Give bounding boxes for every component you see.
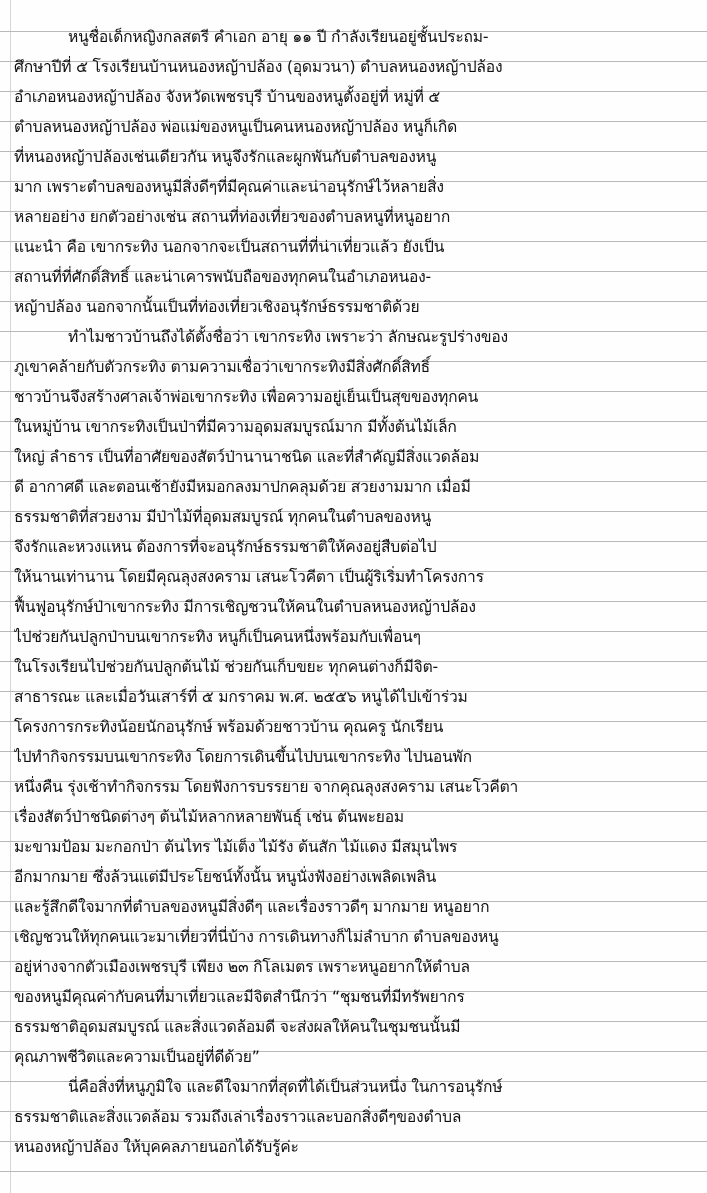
essay-line: และรู้สึกดีใจมากที่ตำบลของหนูมีสิ่งดีๆ และเรื่องราวดีๆ มากมาย หนูอยาก: [14, 898, 490, 916]
essay-line: ธรรมชาติที่สวยงาม มีป่าไม้ที่อุดมสมบูรณ์ ทุกคนในตำบลของหนู: [14, 508, 432, 526]
essay-line: ภูเขาคล้ายกับตัวกระทิง ตามความเชื่อว่าเขากระทิงมีสิ่งศักดิ์สิทธิ์: [14, 358, 430, 376]
essay-line: อำเภอหนองหญ้าปล้อง จังหวัดเพชรบุรี บ้านของหนูตั้งอยู่ที่ หมู่ที่ ๕: [14, 88, 441, 106]
essay-line: นี่คือสิ่งที่หนูภูมิใจ และดีใจมากที่สุดที่ได้เป็นส่วนหนึ่ง ในการอนุรักษ์: [68, 1078, 503, 1096]
essay-line: ไปทำกิจกรรมบนเขากระทิง โดยการเดินขึ้นไปบนเขากระทิง ไปนอนพัก: [14, 748, 472, 766]
essay-line: ธรรมชาติและสิ่งแวดล้อม รวมถึงเล่าเรื่องราวและบอกสิ่งดีๆของตำบล: [14, 1108, 462, 1126]
essay-line: ในโรงเรียนไปช่วยกันปลูกต้นไม้ ช่วยกันเก็บขยะ ทุกคนต่างก็มีจิต-: [14, 658, 438, 676]
margin-rule: [10, 0, 11, 1193]
essay-line: ธรรมชาติอุดมสมบูรณ์ และสิ่งแวดล้อมดี จะส่งผลให้คนในชุมชนนั้นมี: [14, 1018, 461, 1036]
essay-line: ใหญ่ ลำธาร เป็นที่อาศัยของสัตว์ป่านานาชนิด และที่สำคัญมีสิ่งแวดล้อม: [14, 448, 480, 466]
essay-line: ทำไมชาวบ้านถึงได้ตั้งชื่อว่า เขากระทิง เพราะว่า ลักษณะรูปร่างของ: [68, 328, 508, 346]
essay-line: คุณภาพชีวิตและความเป็นอยู่ที่ดีด้วย”: [14, 1048, 260, 1066]
essay-line: ไปช่วยกันปลูกป่าบนเขากระทิง หนูก็เป็นคนหนึ่งพร้อมกับเพื่อนๆ: [14, 628, 421, 646]
essay-line: จึงรักและหวงแหน ต้องการที่จะอนุรักษ์ธรรมชาติให้คงอยู่สืบต่อไป: [14, 538, 437, 556]
essay-line: ในหมู่บ้าน เขากระทิงเป็นป่าที่มีความอุดมสมบูรณ์มาก มีทั้งต้นไม้เล็ก: [14, 418, 457, 436]
essay-line: สถานที่ที่ศักดิ์สิทธิ์ และน่าเคารพนับถือของทุกคนในอำเภอหนอง-: [14, 268, 431, 286]
essay-line: ชาวบ้านจึงสร้างศาลเจ้าพ่อเขากระทิง เพื่อความอยู่เย็นเป็นสุขของทุกคน: [14, 388, 479, 406]
essay-line: หญ้าปล้อง นอกจากนั้นเป็นที่ท่องเที่ยวเชิงอนุรักษ์ธรรมชาติด้วย: [14, 298, 420, 316]
essay-line: ที่หนองหญ้าปล้องเช่นเดียวกัน หนูจึงรักและผูกพันกับตำบลของหนู: [14, 148, 437, 166]
essay-line: หนูชื่อเด็กหญิงกลสตรี คำเอก อายุ ๑๑ ปี กำลังเรียนอยู่ชั้นประถม-: [68, 28, 489, 46]
essay-line: มะขามป้อม มะกอกป่า ต้นไทร ไม้เต็ง ไม้รัง ต้นสัก ไม้แดง มีสมุนไพร: [14, 838, 458, 856]
essay-line: อีกมากมาย ซึ่งล้วนแต่มีประโยชน์ทั้งนั้น หนูนั่งฟังอย่างเพลิดเพลิน: [14, 868, 437, 886]
essay-line: มาก เพราะตำบลของหนูมีสิ่งดีๆที่มีคุณค่าและน่าอนุรักษ์ไว้หลายสิ่ง: [14, 178, 444, 196]
essay-line: อยู่ห่างจากตัวเมืองเพชรบุรี เพียง ๒๓ กิโลเมตร เพราะหนูอยากให้ตำบล: [14, 958, 470, 976]
essay-line: ตำบลหนองหญ้าปล้อง พ่อแม่ของหนูเป็นคนหนองหญ้าปล้อง หนูก็เกิด: [14, 118, 458, 136]
essay-line: ดี อากาศดี และตอนเช้ายังมีหมอกลงมาปกคลุมด้วย สวยงามมาก เมื่อมี: [14, 478, 471, 496]
essay-line: เชิญชวนให้ทุกคนแวะมาเที่ยวที่นี่บ้าง การเดินทางก็ไม่ลำบาก ตำบลของหนู: [14, 928, 499, 946]
essay-line: เรื่องสัตว์ป่าชนิดต่างๆ ต้นไม้หลากหลายพันธุ์ เช่น ต้นพะยอม: [14, 808, 404, 826]
essay-line: หนึ่งคืน รุ่งเช้าทำกิจกรรม โดยฟังการบรรยาย จากคุณลุงสงคราม เสนะโวคีตา: [14, 778, 519, 796]
essay-line: ฟื้นฟูอนุรักษ์ป่าเขากระทิง มีการเชิญชวนให้คนในตำบลหนองหญ้าปล้อง: [14, 598, 476, 616]
ruled-line: [0, 1171, 707, 1172]
essay-line: ให้นานเท่านาน โดยมีคุณลุงสงคราม เสนะโวคีตา เป็นผู้ริเริ่มทำโครงการ: [14, 568, 484, 586]
essay-line: หลายอย่าง ยกตัวอย่างเช่น สถานที่ท่องเที่ยวของตำบลหนูที่หนูอยาก: [14, 208, 451, 226]
essay-line: โครงการกระทิงน้อยนักอนุรักษ์ พร้อมด้วยชาวบ้าน คุณครู นักเรียน: [14, 718, 444, 736]
essay-line: ศึกษาปีที่ ๕ โรงเรียนบ้านหนองหญ้าปล้อง (อุดมวนา) ตำบลหนองหญ้าปล้อง: [14, 58, 503, 76]
essay-line: หนองหญ้าปล้อง ให้บุคคลภายนอกได้รับรู้ค่ะ: [14, 1138, 299, 1156]
essay-line: ของหนูมีคุณค่ากับคนที่มาเที่ยวและมีจิตสำนึกว่า “ชุมชนที่มีทรัพยากร: [14, 988, 465, 1006]
essay-line: แนะนำ คือ เขากระทิง นอกจากจะเป็นสถานที่ที่น่าเที่ยวแล้ว ยังเป็น: [14, 238, 445, 256]
essay-line: สาธารณะ และเมื่อวันเสาร์ที่ ๕ มกราคม พ.ศ. ๒๕๕๖ หนูได้ไปเข้าร่วม: [14, 688, 468, 706]
